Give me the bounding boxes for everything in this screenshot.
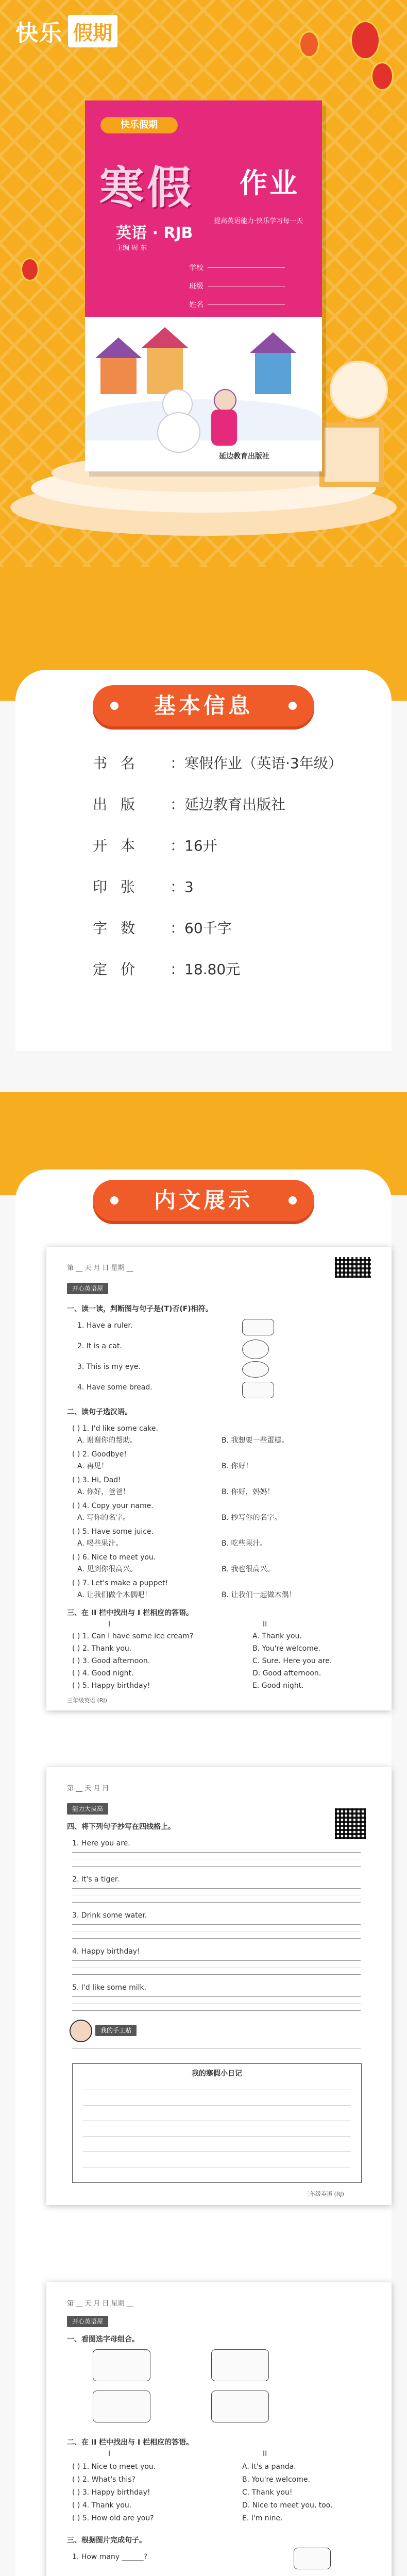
animal-picture <box>93 2391 150 2422</box>
match-right: A. Thank you. <box>252 1632 302 1640</box>
qr-code <box>335 1808 366 1839</box>
hero-section <box>0 0 407 567</box>
content-panel <box>15 1236 392 2576</box>
sample-page-2 <box>46 1767 392 2205</box>
eye-picture <box>242 1361 269 1378</box>
lantern-icon <box>21 258 39 281</box>
choice-b: B. 吃些果汁。 <box>222 1539 267 1548</box>
match-left: ( ) 3. Good afternoon. <box>72 1657 150 1665</box>
book-cover <box>85 100 322 471</box>
choice-item: ( ) 1. I'd like some cake. <box>72 1425 158 1433</box>
info-value: ：寒假作业（英语·3年级） <box>170 755 343 772</box>
cover-field-label: 班级 <box>189 282 204 291</box>
content-ribbon <box>93 1180 314 1221</box>
info-row-publisher <box>93 793 285 814</box>
sentence: 4. Have some bread. <box>77 1383 152 1392</box>
info-value: ：3 <box>170 878 194 895</box>
copy-sentence: 1. Here you are. <box>72 1839 130 1848</box>
decor-cube <box>319 422 384 487</box>
choice-b: B. 让我们一起做木偶！ <box>222 1591 296 1599</box>
match-right: C. Sure. Here you are. <box>252 1657 332 1665</box>
choice-item: ( ) 4. Copy your name. <box>72 1502 154 1510</box>
writing-line[interactable] <box>72 1888 361 1903</box>
decor-ball <box>330 361 388 419</box>
animal-picture <box>211 2391 269 2422</box>
info-key: 定价 <box>93 961 149 978</box>
choice-b: B. 抄写你的名字。 <box>222 1514 282 1522</box>
question-heading: 三、在 II 栏中找出与 I 栏相应的答语。 <box>67 1609 194 1617</box>
copy-sentence: 5. I'd like some milk. <box>72 1984 147 1992</box>
match-right: C. Thank you! <box>242 2488 293 2497</box>
copy-sentence: 4. Happy birthday! <box>72 1947 140 1956</box>
mascot-icon <box>70 2020 92 2042</box>
section-tag: 能力大拔高 <box>67 1803 108 1815</box>
sentence: 3. This is my eye. <box>77 1363 141 1371</box>
item-picture <box>294 2548 331 2569</box>
match-right: B. You're welcome. <box>252 1645 320 1653</box>
writing-line[interactable] <box>72 1960 361 1975</box>
qr-code <box>335 1257 371 1278</box>
choice-item: ( ) 5. Have some juice. <box>72 1528 154 1536</box>
match-left: ( ) 3. Happy birthday! <box>72 2488 150 2497</box>
info-key: 字数 <box>93 920 149 937</box>
essay-box <box>72 2063 362 2183</box>
snow-ground <box>85 399 322 440</box>
bread-picture <box>242 1382 274 1398</box>
sentence: 2. It is a cat. <box>77 1342 122 1350</box>
choice-a: A. 喝些果汁。 <box>77 1539 123 1548</box>
ruler-picture <box>242 1319 274 1335</box>
info-key: 开本 <box>93 837 149 854</box>
cover-field-label: 姓名 <box>189 301 204 309</box>
brand-logo <box>15 13 117 49</box>
match-left: ( ) 1. Nice to meet you. <box>72 2463 156 2471</box>
info-key: 印张 <box>93 878 149 895</box>
house-icon <box>100 358 137 394</box>
info-key: 书名 <box>93 755 149 772</box>
match-right: A. It's a panda. <box>242 2463 296 2471</box>
info-value: ：18.80元 <box>170 961 241 978</box>
choice-item: ( ) 7. Let's make a puppet! <box>72 1579 168 1587</box>
basic-info-panel <box>15 752 392 1051</box>
content-bg <box>0 1051 407 1236</box>
writing-line[interactable] <box>72 1924 361 1939</box>
rule-line <box>83 2105 351 2106</box>
choice-a: A. 写你的名字。 <box>77 1514 130 1522</box>
section-tag: 我的手工贴 <box>95 2025 137 2036</box>
match-left: ( ) 4. Thank you. <box>72 2501 132 2510</box>
match-left: ( ) 5. Happy birthday! <box>72 1682 150 1690</box>
page-header: 第 __ 天 月 日 星期 __ <box>67 2300 133 2308</box>
cover-field-line <box>208 267 285 268</box>
cover-field-label: 学校 <box>189 264 204 272</box>
cover-title: 寒假 <box>99 162 194 214</box>
match-left: ( ) 2. Thank you. <box>72 1645 132 1653</box>
column-head: I <box>108 1620 111 1629</box>
choice-a: A. 谢谢你的帮助。 <box>77 1436 138 1445</box>
basic-info-ribbon <box>93 685 314 726</box>
question-heading: 二、在 II 栏中找出与 I 栏相应的答语。 <box>67 2438 194 2447</box>
info-row-words <box>93 917 232 938</box>
brand-jiaqi: 假期 <box>68 15 117 47</box>
sample-page-3 <box>46 2282 392 2576</box>
basic-info-bg <box>0 567 407 752</box>
info-row-sheets <box>93 876 194 896</box>
rule-line <box>83 2151 351 2152</box>
cover-editor: 主编 周 东 <box>116 244 147 252</box>
house-icon <box>147 348 183 394</box>
info-row-format <box>93 835 217 855</box>
ribbon-dot <box>110 1196 118 1205</box>
house-roof <box>95 337 142 358</box>
cover-publisher: 延边教育出版社 <box>219 452 269 461</box>
writing-line[interactable] <box>72 1996 361 2011</box>
info-key: 出版 <box>93 796 149 813</box>
match-right: B. You're welcome. <box>242 2476 310 2484</box>
question-heading: 一、看图选字母组合。 <box>67 2335 139 2344</box>
match-left: ( ) 2. What's this? <box>72 2476 135 2484</box>
choice-item: ( ) 3. Hi, Dad! <box>72 1476 121 1484</box>
basic-info-title: 基本信息 <box>154 693 253 718</box>
page-footer: 三年级英语 (RJ) <box>304 2191 344 2197</box>
essay-title: 我的寒假小日记 <box>192 2070 242 2078</box>
page-header: 第 __ 天 月 日 星期 __ <box>67 1264 133 1272</box>
choice-b: B. 我也很高兴。 <box>222 1565 275 1573</box>
cover-subject: 英语 · RJB <box>116 224 193 242</box>
cover-title-suffix: 作业 <box>240 167 299 199</box>
sentence: 1. Have a ruler. <box>77 1321 133 1330</box>
copy-sentence: 3. Drink some water. <box>72 1911 147 1920</box>
cover-badge: 快乐假期 <box>100 117 178 133</box>
question-heading: 三、根据图片完成句子。 <box>67 2536 146 2545</box>
writing-line[interactable] <box>72 1852 361 1867</box>
copy-sentence: 2. It's a tiger. <box>72 1875 120 1884</box>
match-right: D. Nice to meet you, too. <box>242 2501 333 2510</box>
choice-a: A. 再见！ <box>77 1462 109 1470</box>
info-value: ：延边教育出版社 <box>170 796 286 813</box>
animal-picture <box>211 2349 269 2381</box>
lantern-icon <box>350 21 380 60</box>
choice-a: A. 你好，爸爸！ <box>77 1488 130 1496</box>
info-row-price <box>93 958 240 979</box>
firecracker-icon <box>299 31 319 58</box>
child-figure-body <box>211 410 237 446</box>
cover-slogan: 提高英语能力·快乐学习每一天 <box>214 217 303 225</box>
choice-b: B. 我想要一些蛋糕。 <box>222 1436 289 1445</box>
question-heading: 一、读一读，判断图与句子是(T)否(F)相符。 <box>67 1305 213 1313</box>
section-tag: 开心英语屋 <box>67 2316 108 2327</box>
rule-line <box>83 2136 351 2137</box>
question-heading: 二、读句子选汉语。 <box>67 1408 132 1416</box>
fill-sentence: 1. How many ______? <box>72 2553 148 2561</box>
choice-b: B. 你好！ <box>222 1462 253 1470</box>
match-right: E. I'm nine. <box>242 2514 283 2522</box>
column-head: I <box>108 2450 111 2458</box>
brand-kuai: 快乐 <box>15 20 63 46</box>
choice-item: ( ) 2. Goodbye! <box>72 1450 127 1459</box>
lantern-icon <box>371 62 394 91</box>
ribbon-dot <box>289 1196 297 1205</box>
info-row-title <box>93 752 343 773</box>
animal-picture <box>93 2349 150 2381</box>
column-head: II <box>263 1620 267 1629</box>
section-tag: 开心英语屋 <box>67 1283 108 1294</box>
ribbon-dot <box>289 702 297 710</box>
match-left: ( ) 4. Good night. <box>72 1669 134 1677</box>
cover-field-line <box>208 304 285 305</box>
info-value: ：16开 <box>170 837 217 854</box>
house-roof <box>250 332 296 353</box>
cat-picture <box>242 1340 269 1359</box>
page-header: 第 __ 天 月 日 <box>67 1785 109 1792</box>
house-icon <box>255 353 291 394</box>
info-value: ：60千字 <box>170 920 232 937</box>
choice-a: A. 见到你很高兴。 <box>77 1565 138 1573</box>
column-head: II <box>263 2450 267 2458</box>
ribbon-dot <box>110 702 118 710</box>
page-footer: 三年级英语 (RJ) <box>67 1697 107 1704</box>
content-title: 内文展示 <box>154 1188 253 1213</box>
match-right: E. Good night. <box>252 1682 304 1690</box>
match-left: ( ) 5. How old are you? <box>72 2514 154 2522</box>
choice-item: ( ) 6. Nice to meet you. <box>72 1553 156 1562</box>
choice-a: A. 让我们做个木偶吧！ <box>77 1591 152 1599</box>
house-roof <box>142 327 188 348</box>
sample-page-1 <box>46 1247 392 1710</box>
match-right: D. Good afternoon. <box>252 1669 321 1677</box>
snowman-body <box>157 412 200 453</box>
match-left: ( ) 1. Can I have some ice cream? <box>72 1632 194 1640</box>
cover-winter-scene <box>85 317 322 471</box>
cover-fields <box>100 255 307 312</box>
question-heading: 四、将下列句子抄写在四线格上。 <box>67 1823 175 1831</box>
child-figure <box>214 389 236 412</box>
choice-b: B. 你好，妈妈！ <box>222 1488 275 1496</box>
